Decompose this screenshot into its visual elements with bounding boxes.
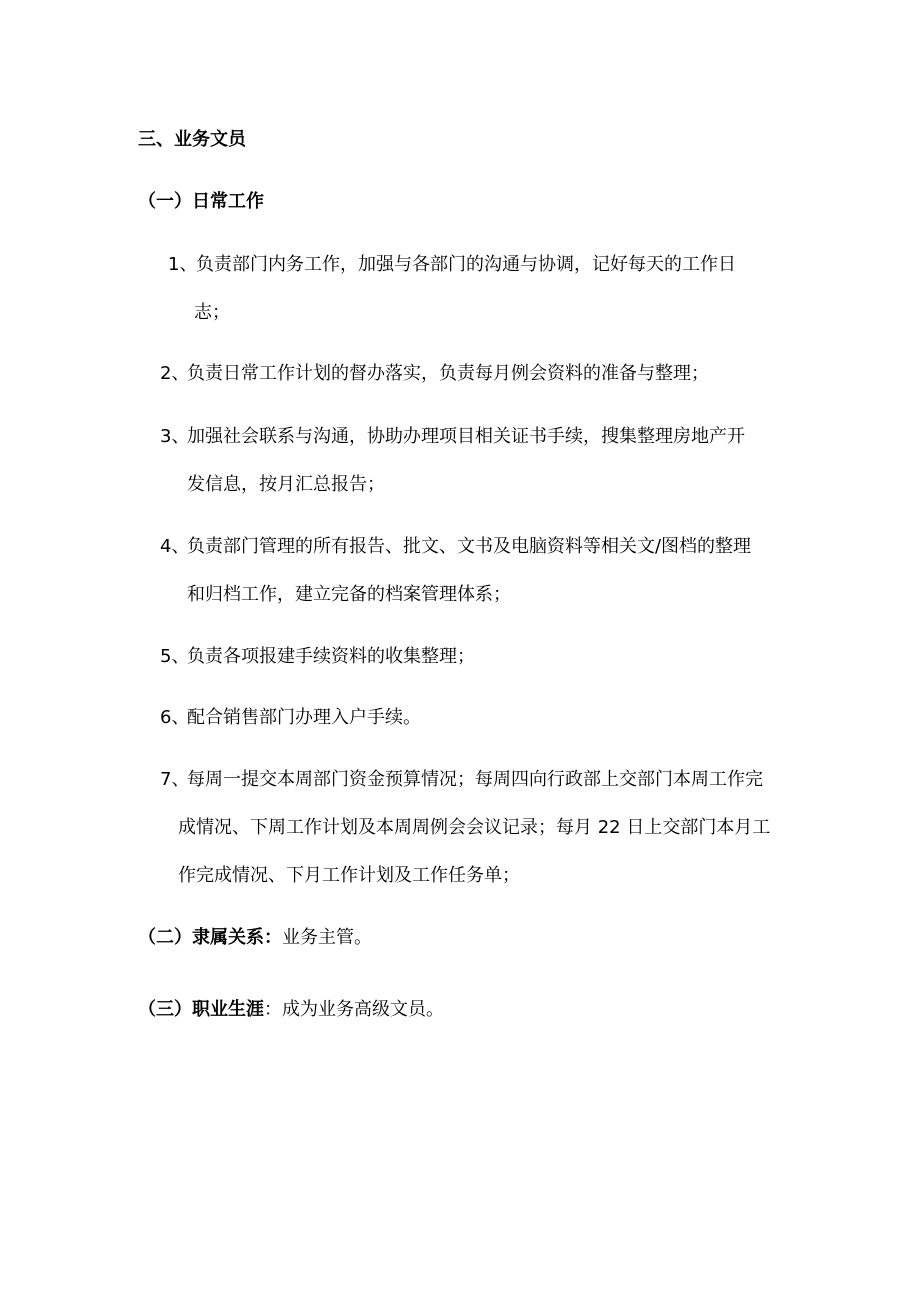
list-item-text: 负责日常工作计划的督办落实，负责每月例会资料的准备与整理； bbox=[187, 363, 709, 384]
relation-row bbox=[138, 926, 372, 950]
list-item-text: 和归档工作，建立完备的档案管理体系； bbox=[187, 584, 511, 605]
list-item-text: 作完成情况、下月工作计划及工作任务单； bbox=[178, 865, 520, 886]
career-heading: （三）职业生涯 bbox=[138, 999, 264, 1020]
relation-value: 业务主管。 bbox=[282, 927, 372, 948]
list-item-text: 加强社会联系与沟通，协助办理项目相关证书手续，搜集整理房地产开 bbox=[187, 426, 745, 447]
career-value: ：成为业务高级文员。 bbox=[264, 999, 444, 1020]
section-title: 三、业务文员 bbox=[138, 129, 246, 150]
list-item-text: 发信息，按月汇总报告； bbox=[187, 474, 385, 495]
daily-work-heading: （一）日常工作 bbox=[138, 191, 264, 212]
list-item-text: 志； bbox=[194, 302, 230, 323]
list-item-text: 负责部门内务工作，加强与各部门的沟通与协调，记好每天的工作日 bbox=[196, 254, 736, 275]
list-item-text: 成情况、下周工作计划及本周周例会会议记录；每月 22 日上交部门本月工 bbox=[178, 817, 771, 838]
list-item-number: 2、 bbox=[160, 363, 190, 384]
list-item-number: 5、 bbox=[160, 646, 190, 667]
list-item-number: 3、 bbox=[160, 426, 190, 447]
relation-heading: （二）隶属关系： bbox=[138, 927, 282, 948]
list-item-number: 6、 bbox=[160, 707, 190, 728]
list-item-text: 每周一提交本周部门资金预算情况；每周四向行政部上交部门本周工作完 bbox=[187, 769, 763, 790]
career-row bbox=[138, 998, 444, 1022]
list-item-text: 负责各项报建手续资料的收集整理； bbox=[187, 646, 475, 667]
list-item-number: 1、 bbox=[168, 254, 198, 275]
list-item-number: 7、 bbox=[160, 769, 190, 790]
list-item-text: 配合销售部门办理入户手续。 bbox=[187, 707, 421, 728]
list-item-text: 负责部门管理的所有报告、批文、文书及电脑资料等相关文/图档的整理 bbox=[187, 536, 752, 557]
list-item-number: 4、 bbox=[160, 536, 190, 557]
